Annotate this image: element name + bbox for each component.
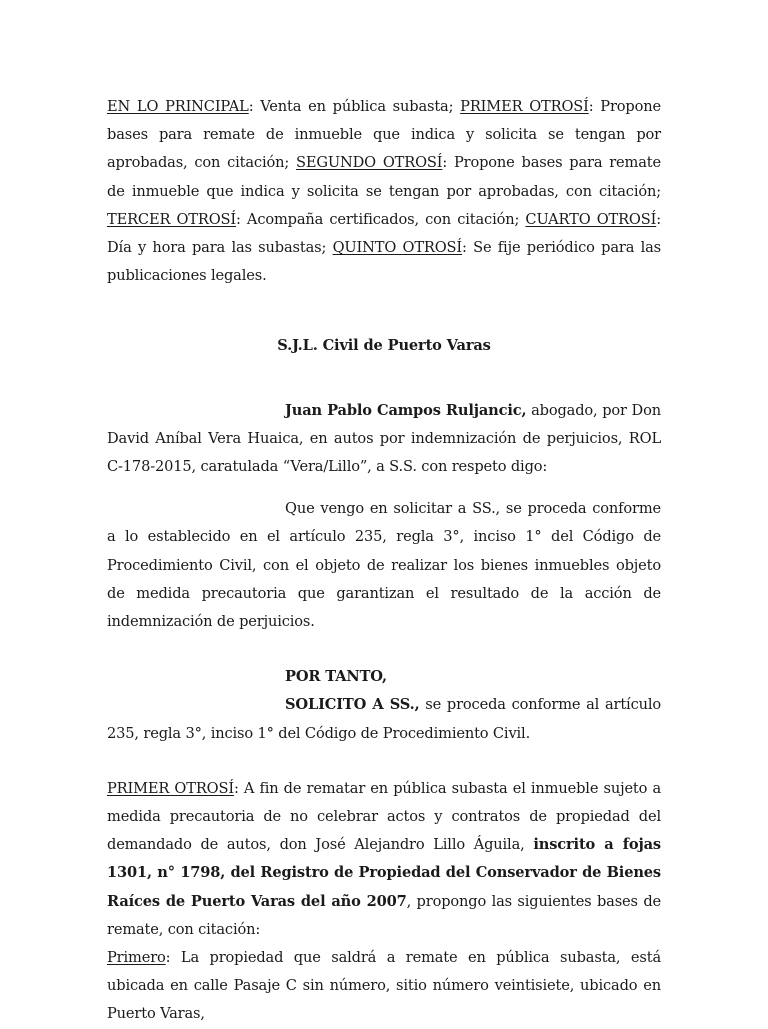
intro-paragraph	[107, 397, 661, 482]
primero-paragraph	[107, 944, 661, 1029]
spacer	[107, 636, 661, 663]
court-heading: S.J.L. Civil de Puerto Varas	[277, 337, 491, 355]
document-page	[107, 93, 661, 1029]
primer-otrosi-text-1: : A fin de rematar en pública subasta el inmueble sujeto a medida precautoria de no celebrar actos y contratos de propiedad del demandado de autos, don José Alejandro Lillo Águila,	[107, 779, 662, 854]
spacer	[107, 290, 661, 332]
summary-paragraph	[107, 93, 661, 290]
primer-otrosi-paragraph	[107, 775, 661, 944]
primero-label: Primero	[107, 949, 166, 967]
spacer	[107, 748, 661, 775]
summary-text-cuarto-otrosi: : Día y hora para las subastas;	[107, 210, 661, 257]
summary-label-tercer-otrosi: TERCER OTROSÍ	[107, 210, 236, 228]
summary-text-principal: : Venta en pública subasta;	[248, 98, 461, 115]
summary-text-segundo-otrosi: : Propone bases para remate de inmueble que indica y solicita se tengan por aprobadas, con citación;	[107, 154, 661, 200]
summary-text-tercer-otrosi: : Acompaña certificados, con citación;	[235, 210, 526, 228]
lawyer-name: Juan Pablo Campos Ruljancic,	[285, 401, 527, 419]
primer-otrosi-text-2: , propongo las siguientes bases de remate, con citación:	[107, 892, 661, 938]
intro-text: abogado, por Don David Aníbal Vera Huaica, en autos por indemnización de perjuicios, ROL C-178-2015, caratulada “Vera/Lillo”, a S.S. con respeto digo:	[107, 401, 661, 476]
summary-text-quinto-otrosi: : Se fije periódico para las publicaciones legales.	[107, 239, 661, 285]
spacer	[107, 361, 661, 397]
summary-label-segundo-otrosi: SEGUNDO OTROSÍ	[295, 154, 443, 172]
solicito-label: SOLICITO A SS.,	[285, 696, 420, 714]
solicito-paragraph	[107, 691, 661, 747]
summary-label-cuarto-otrosi: CUARTO OTROSÍ	[525, 210, 657, 228]
request-text: Que vengo en solicitar a SS., se proceda conforme a lo establecido en el artículo 235, regla 3°, inciso 1° del Código de Procedimiento Civil, con el objeto de realizar los bienes inmuebles objeto de medida precautoria que garantizan el resultado de la acción de indemnización de perjuicios.	[107, 500, 661, 631]
summary-label-quinto-otrosi: QUINTO OTROSÍ	[332, 239, 463, 257]
summary-text-primer-otrosi: : Propone bases para remate de inmueble que indica y solicita se tengan por aprobadas, con citación;	[107, 98, 661, 172]
solicito-text: se proceda conforme al artículo 235, regla 3°, inciso 1° del Código de Procedimiento Civil.	[107, 696, 661, 742]
request-paragraph	[107, 495, 661, 636]
primer-otrosi-registry: inscrito a fojas 1301, n° 1798, del Registro de Propiedad del Conservador de Bienes Raíces de Puerto Varas del año 2007	[107, 836, 661, 910]
summary-label-principal: EN LO PRINCIPAL	[107, 98, 249, 115]
primer-otrosi-label: PRIMER OTROSÍ	[107, 779, 234, 797]
por-tanto-heading: POR TANTO,	[285, 668, 387, 686]
primero-text: : La propiedad que saldrá a remate en pública subasta, está ubicada en calle Pasaje C sin número, sitio número veintisiete, ubicado en Puerto Varas,	[107, 949, 661, 1023]
spacer	[107, 481, 661, 495]
summary-label-primer-otrosi: PRIMER OTROSÍ	[460, 98, 589, 115]
